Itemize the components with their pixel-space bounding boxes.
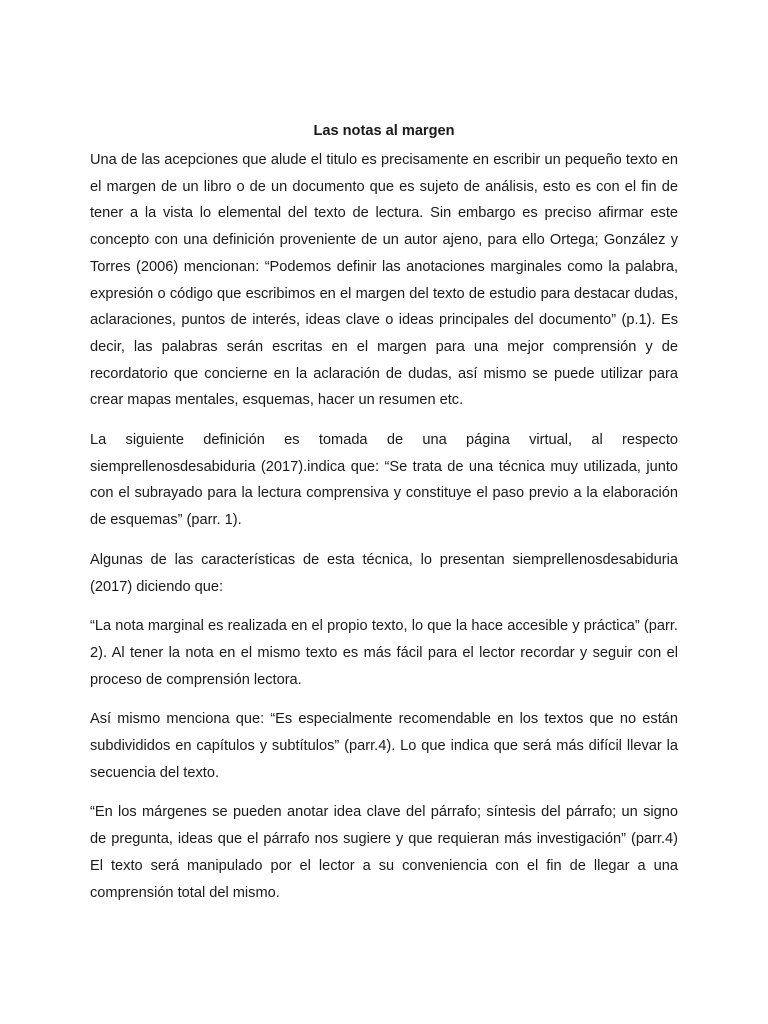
paragraph-2: La siguiente definición es tomada de una página virtual, al respecto siemprellenosdesabiduria (2017).indica que: “Se trata de una técnica muy utilizada, junto con el subrayado para la lectura comprensiva y constituye el paso previo a la elaboración de esquemas” (parr. 1). xyxy=(90,432,678,529)
paragraph-1: Una de las acepciones que alude el titulo es precisamente en escribir un pequeño texto en el margen de un libro o de un documento que es sujeto de análisis, esto es con el fin de tener a la vista lo elemental del texto de lectura. Sin embargo es preciso afirmar este concepto con una definición proveniente de un autor ajeno, para ello Ortega; González y Torres (2006) mencionan: “Podemos definir las anotaciones marginales como la palabra, expresión o código que escribimos en el margen del texto de estudio para destacar dudas, aclaraciones, puntos de interés, ideas clave o ideas principales del documento” (p.1). Es decir, las palabras serán escritas en el margen para una mejor comprensión y de recordatorio que concierne en la aclaración de dudas, así mismo se puede utilizar para crear mapas mentales, esquemas, hacer un resumen etc. xyxy=(90,152,678,409)
paragraph-5: Así mismo menciona que: “Es especialmente recomendable en los textos que no están subdivididos en capítulos y subtítulos” (parr.4). Lo que indica que será más difícil llevar la secuencia del texto. xyxy=(90,711,678,781)
document-title: Las notas al margen xyxy=(313,123,455,139)
paragraph-4: “La nota marginal es realizada en el propio texto, lo que la hace accesible y práctica” (parr. 2). Al tener la nota en el mismo texto es más fácil para el lector recordar y seguir con el proceso de comprensión lectora. xyxy=(90,618,678,688)
document-body xyxy=(90,121,678,919)
paragraph-6: “En los márgenes se pueden anotar idea clave del párrafo; síntesis del párrafo; un signo de pregunta, ideas que el párrafo nos sugiere y que requieran más investigación” (parr.4) El texto será manipulado por el lector a su conveniencia con el fin de llegar a una comprensión total del mismo. xyxy=(90,804,678,901)
paragraph-3: Algunas de las características de esta técnica, lo presentan siemprellenosdesabiduria (2017) diciendo que: xyxy=(90,551,678,595)
